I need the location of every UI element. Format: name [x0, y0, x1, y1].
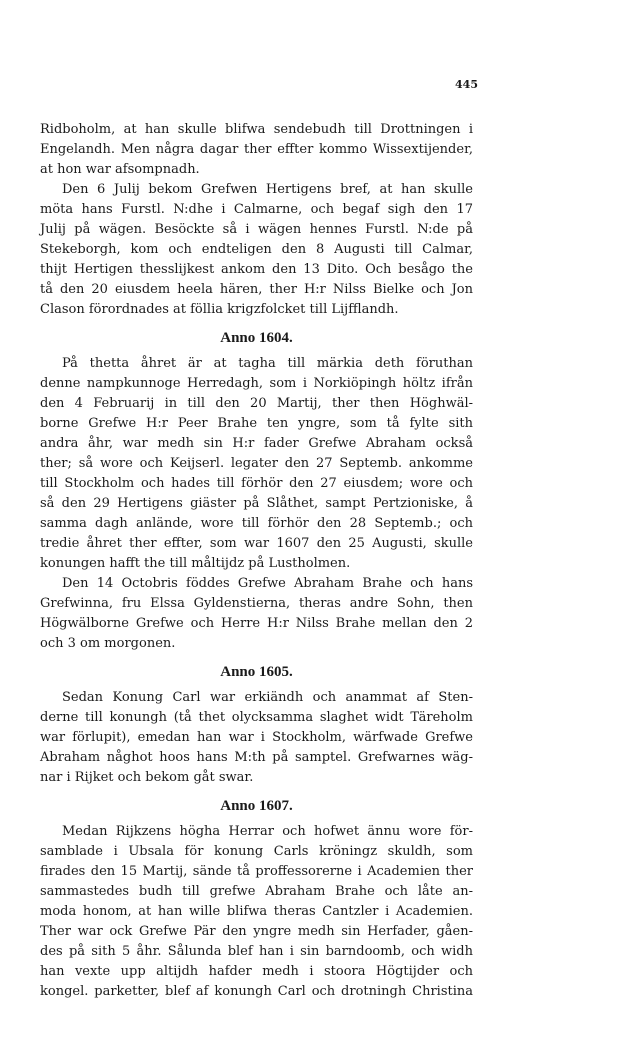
text-line: andra åhr, war medh sin H:r fader Grefwe Abraham också — [40, 436, 473, 451]
text-line: war förlupit), emedan han war i Stockholm, wärfwade Grefwe — [40, 730, 473, 745]
text-line: Högwälborne Grefwe och Herre H:r Nilss Brahe mellan den 2 — [40, 616, 473, 631]
text-body — [40, 120, 473, 1002]
text-line: firades den 15 Martij, sände tå proffessorerne i Academien ther — [40, 864, 473, 879]
text-line: möta hans Furstl. N:dhe i Calmarne, och begaf sigh den 17 — [40, 202, 473, 217]
text-line: samblade i Ubsala för konung Carls kröningz skuldh, som — [40, 844, 473, 859]
text-line: den 4 Februarij in till den 20 Martij, ther then Höghwäl- — [40, 396, 473, 411]
section-heading: Anno 1604. — [220, 330, 293, 346]
page-number: 445 — [455, 78, 478, 91]
text-line: så den 29 Hertigens giäster på Slåthet, sampt Pertzioniske, å — [40, 496, 473, 511]
text-line: derne till konungh (tå thet olycksamma slaghet widt Täreholm — [40, 710, 473, 725]
text-line: Ridboholm, at han skulle blifwa sendebudh till Drottningen i — [40, 122, 473, 137]
text-line: denne nampkunnoge Herredagh, som i Norkiöpingh höltz ifrån — [40, 376, 473, 391]
text-line: samma dagh anlände, wore till förhör den 28 Septemb.; och — [40, 516, 473, 531]
text-line: Grefwinna, fru Elssa Gyldenstierna, theras andre Sohn, then — [40, 596, 473, 611]
section-heading: Anno 1607. — [220, 798, 293, 814]
text-line: at hon war afsompnadh. — [40, 162, 200, 177]
text-line: Julij på wägen. Besöckte så i wägen hennes Furstl. N:de på — [40, 222, 473, 237]
text-line: Abraham någhot hoos hans M:th på samptel. Grefwarnes wäg- — [40, 750, 473, 765]
text-line: des på sith 5 åhr. Sålunda blef han i sin barndoomb, och widh — [40, 944, 473, 959]
text-line: Medan Rijkzens högha Herrar och hofwet ännu wore för- — [62, 824, 473, 839]
text-line: kongel. parketter, blef af konungh Carl och drotningh Christina — [40, 984, 473, 999]
text-line: Den 14 Octobris föddes Grefwe Abraham Brahe och hans — [62, 576, 473, 591]
text-line: till Stockholm och hades till förhör den 27 eiusdem; wore och — [40, 476, 473, 491]
text-line: borne Grefwe H:r Peer Brahe ten yngre, som tå fylte sith — [40, 416, 473, 431]
text-line: konungen hafft the till måltijdz på Lustholmen. — [40, 556, 351, 571]
text-line: Ther war ock Grefwe Pär den yngre medh sin Herfader, gåen- — [40, 924, 473, 939]
text-line: sammastedes budh till grefwe Abraham Brahe och låte an- — [40, 884, 473, 899]
text-line: thijt Hertigen thesslijkest ankom den 13 Dito. Och besågo the — [40, 262, 473, 277]
text-line: tå den 20 eiusdem heela hären, ther H:r Nilss Bielke och Jon — [40, 282, 473, 297]
text-line: ther; så wore och Keijserl. legater den 27 Septemb. ankomme — [40, 456, 473, 471]
text-line: Stekeborgh, kom och endteligen den 8 Augusti till Calmar, — [40, 242, 473, 257]
text-line: Sedan Konung Carl war erkiändh och anammat af Sten- — [62, 690, 473, 705]
text-line: moda honom, at han wille blifwa theras Cantzler i Academien. — [40, 904, 473, 919]
text-line: På thetta åhret är at tagha till märkia deth föruthan — [62, 356, 473, 371]
text-line: och 3 om morgonen. — [40, 636, 176, 651]
text-line: Clason förordnades at föllia krigzfolcket till Lijfflandh. — [40, 302, 399, 317]
text-line: Den 6 Julij bekom Grefwen Hertigens bref, at han skulle — [62, 182, 473, 197]
text-line: nar i Rijket och bekom gåt swar. — [40, 770, 254, 785]
text-line: tredie åhret ther effter, som war 1607 den 25 Augusti, skulle — [40, 536, 473, 551]
text-line: Engelandh. Men några dagar ther effter kommo Wissextijender, — [40, 142, 473, 157]
text-line: han vexte upp altijdh hafder medh i stoora Högtijder och — [40, 964, 473, 979]
section-heading: Anno 1605. — [220, 664, 293, 680]
